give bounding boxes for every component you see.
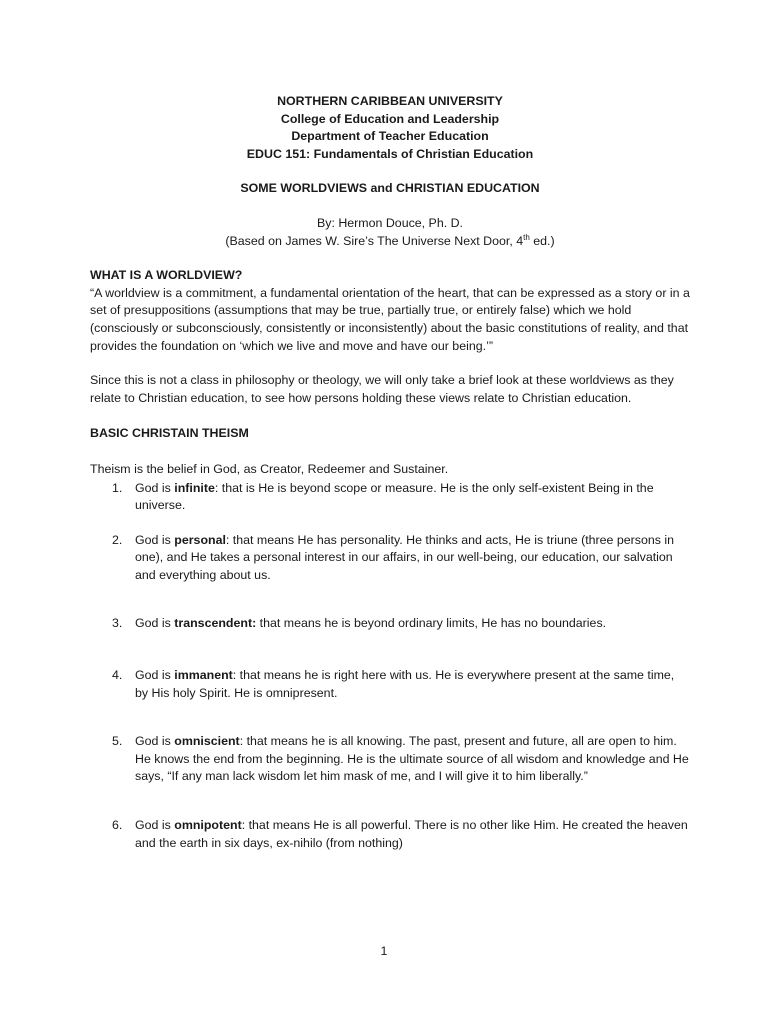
list-number: 4. — [112, 668, 123, 683]
item-term: omniscient — [174, 734, 240, 749]
item-text: : that means he is right here with us. He is everywhere present at the same time, by His holy Spirit. He is omnipresent. — [135, 668, 675, 700]
list-number: 1. — [112, 480, 123, 495]
source-line — [90, 233, 690, 251]
list-number: 2. — [112, 532, 123, 547]
item-text: God is — [135, 532, 175, 547]
source-text-end: ed.) — [529, 233, 555, 248]
university-name: NORTHERN CARIBBEAN UNIVERSITY — [277, 94, 503, 108]
item-text: : that is He is beyond scope or measure. He is the only self-existent Being in the universe. — [135, 480, 654, 513]
section-heading-worldview: WHAT IS A WORLDVIEW? — [90, 268, 243, 283]
item-text: that means he is beyond ordinary limits, He has no boundaries. — [256, 616, 607, 631]
item-term: omnipotent — [174, 818, 242, 833]
list-item — [90, 532, 690, 585]
section-heading-theism: BASIC CHRISTAIN THEISM — [90, 426, 249, 441]
list-item — [90, 667, 690, 702]
author-line: By: Hermon Douce, Ph. D. — [317, 215, 463, 230]
item-text: : that means He is all powerful. There is no other like Him. He created the heaven and the earth in six days, ex-nihilo (from nothing) — [135, 818, 688, 850]
source-text: (Based on James W. Sire’s The Universe Next Door, 4 — [225, 233, 524, 248]
item-text: God is — [135, 480, 175, 495]
list-number: 6. — [112, 818, 123, 833]
intro-paragraph: Since this is not a class in philosophy or theology, we will only take a brief look at these worldviews as they relate to Christian education, to see how persons holding these views relate to Christian education. — [90, 373, 674, 405]
worldview-quote: “A worldview is a commitment, a fundamental orientation of the heart, that can be expressed as a story or in a set of presuppositions (assumptions that may be true, partially true, or entirely false) which we hold (consciously or subconsciously, consistently or inconsistently) about the basic constitutions of reality, and that provides the foundation on ‘which we live and move and have our being.’” — [90, 285, 690, 353]
document-page — [90, 93, 690, 852]
list-item — [90, 480, 690, 515]
list-item — [90, 733, 690, 786]
item-text: God is — [135, 818, 175, 833]
item-term: immanent — [174, 668, 233, 683]
college-name: College of Education and Leadership — [280, 111, 500, 126]
item-text: God is — [135, 668, 175, 683]
item-text: : that means he is all knowing. The past, present and future, all are open to him. He knows the end from the beginning. He is the ultimate source of all wisdom and knowledge and He says, “If any man lack wisdom let him mask of me, and I will give it to him liberally.” — [135, 734, 689, 784]
item-text: God is — [135, 616, 175, 631]
list-number: 5. — [112, 734, 123, 749]
document-title: SOME WORLDVIEWS and CHRISTIAN EDUCATION — [240, 181, 540, 196]
page-number: 1 — [380, 944, 388, 958]
list-item — [90, 817, 690, 852]
list-number: 3. — [112, 616, 123, 631]
attributes-list — [90, 480, 690, 853]
item-term: infinite — [174, 480, 215, 495]
item-term: transcendent: — [174, 616, 257, 631]
theism-intro: Theism is the belief in God, as Creator, Redeemer and Sustainer. — [90, 461, 449, 476]
course-title: EDUC 151: Fundamentals of Christian Education — [246, 146, 534, 161]
item-term: personal — [174, 532, 226, 547]
list-item — [90, 615, 690, 633]
item-text: : that means He has personality. He thinks and acts, He is triune (three persons in one), and He takes a personal interest in our affairs, in our well-being, our education, our salvation and everything about us. — [135, 532, 675, 582]
document-header — [90, 93, 690, 163]
source-superscript: th — [523, 232, 530, 242]
item-text: God is — [135, 734, 175, 749]
department-name: Department of Teacher Education — [291, 129, 489, 144]
